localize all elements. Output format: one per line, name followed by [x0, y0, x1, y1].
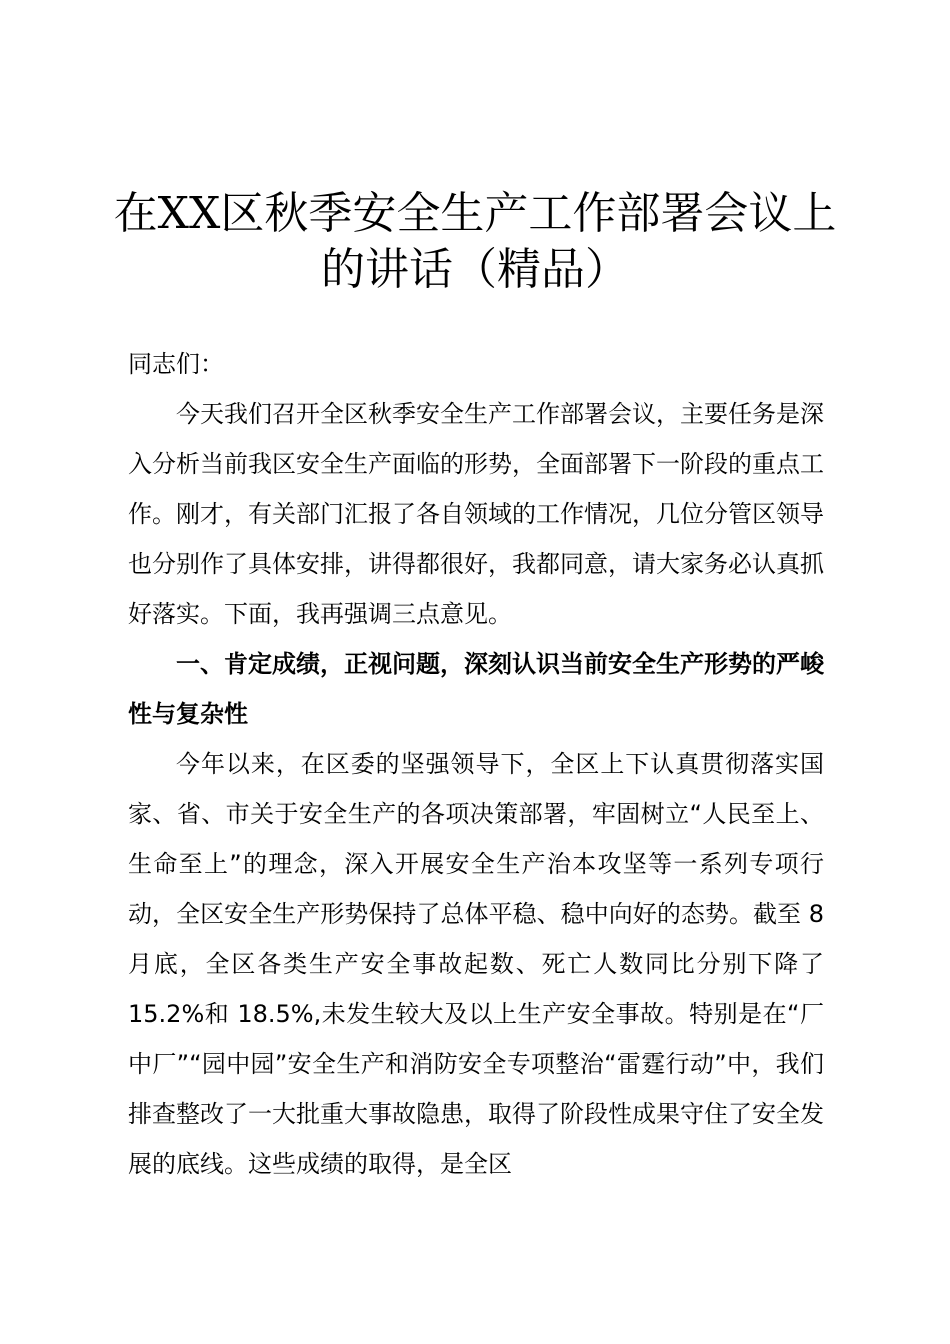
document-body — [128, 339, 824, 1189]
document-title: 在XX区秋季安全生产工作部署会议上的讲话（精品） — [113, 188, 837, 295]
salutation: 同志们： — [128, 350, 224, 378]
section-heading: 一、肯定成绩，正视问题，深刻认识当前安全生产形势的严峻性与复杂性 — [128, 650, 824, 728]
section-paragraph: 今年以来，在区委的坚强领导下，全区上下认真贯彻落实国家、省、市关于安全生产的各项决策部署，牢固树立“人民至上、生命至上”的理念，深入开展安全生产治本攻坚等一系列专项行动，全区安全生产形势保持了总体平稳、稳中向好的态势。截至 8 月底，全区各类生产安全事故起数、死亡人数同比分别下降了 15.2%和 18.5%,未发生较大及以上生产安全事故。特别是在“厂中厂”“园中园”安全生产和消防安全专项整治“雷霆行动”中，我们排查整改了一大批重大事故隐患，取得了阶段性成果守住了安全发展的底线。这些成绩的取得，是全区 — [128, 750, 824, 1178]
intro-paragraph: 今天我们召开全区秋季安全生产工作部署会议，主要任务是深入分析当前我区安全生产面临的形势，全面部署下一阶段的重点工作。刚才，有关部门汇报了各自领域的工作情况，几位分管区领导也分别作了具体安排，讲得都很好，我都同意，请大家务必认真抓好落实。下面，我再强调三点意见。 — [128, 400, 824, 628]
